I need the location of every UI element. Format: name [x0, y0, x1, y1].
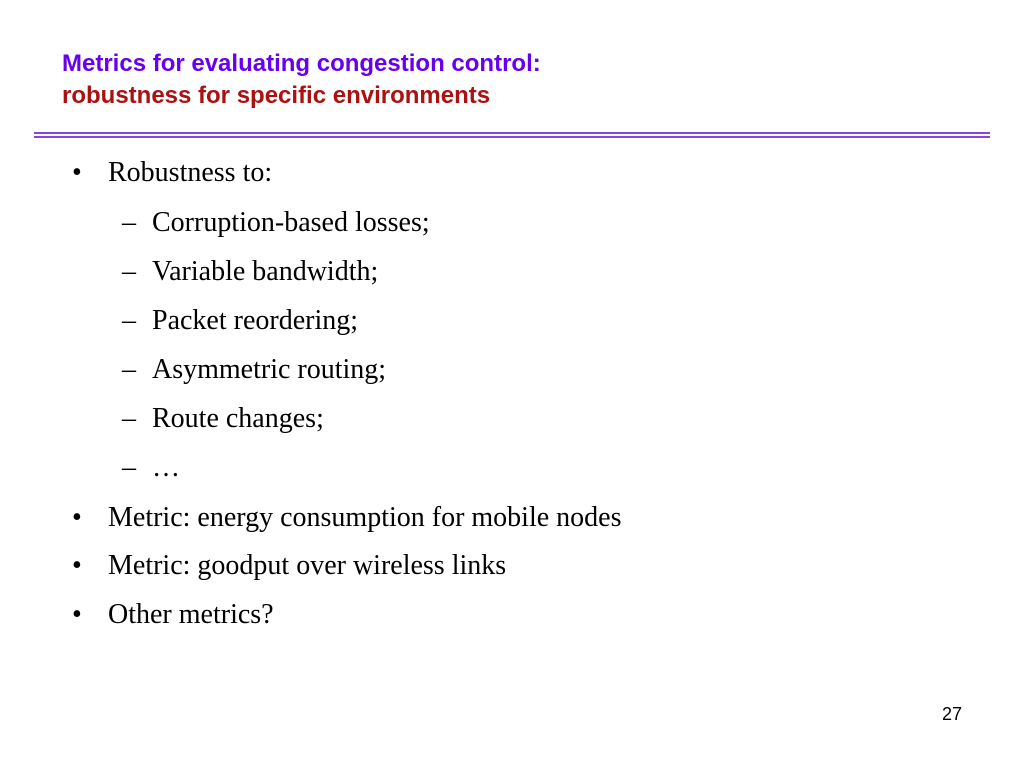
sub-bullet-item [122, 448, 180, 488]
sub-bullet-item [122, 399, 324, 439]
sub-bullet-text: Packet reordering; [152, 305, 359, 336]
dash-marker: – [122, 354, 136, 385]
sub-bullet-text: Corruption-based losses; [152, 207, 430, 238]
page-number: 27 [941, 704, 962, 724]
title-line-2: robustness for specific environments [62, 82, 491, 109]
bullet-marker: • [72, 157, 82, 188]
bullet-text: Metric: energy consumption for mobile nodes [108, 502, 622, 533]
bullet-item [72, 153, 273, 193]
dash-marker: – [122, 452, 136, 483]
sub-bullet-item [122, 350, 387, 390]
bullet-text: Other metrics? [108, 599, 274, 630]
dash-marker: – [122, 207, 136, 238]
dash-marker: – [122, 256, 136, 287]
bullet-marker: • [72, 550, 82, 581]
bullet-marker: • [72, 502, 82, 533]
bullet-text: Metric: goodput over wireless links [108, 550, 507, 581]
title-divider-top [34, 132, 990, 134]
sub-bullet-item [122, 252, 379, 292]
title-line-1: Metrics for evaluating congestion control: [62, 50, 541, 77]
title-divider-bottom [34, 136, 990, 138]
slide-title [62, 48, 541, 112]
sub-bullet-text: … [152, 452, 180, 483]
bullet-item [72, 546, 507, 586]
bullet-item [72, 498, 622, 538]
sub-bullet-text: Route changes; [152, 403, 324, 434]
bullet-marker: • [72, 599, 82, 630]
sub-bullet-item [122, 203, 430, 243]
sub-bullet-item [122, 301, 359, 341]
dash-marker: – [122, 305, 136, 336]
dash-marker: – [122, 403, 136, 434]
bullet-text: Robustness to: [108, 157, 273, 188]
sub-bullet-text: Variable bandwidth; [152, 256, 379, 287]
bullet-item [72, 595, 274, 635]
sub-bullet-text: Asymmetric routing; [152, 354, 387, 385]
